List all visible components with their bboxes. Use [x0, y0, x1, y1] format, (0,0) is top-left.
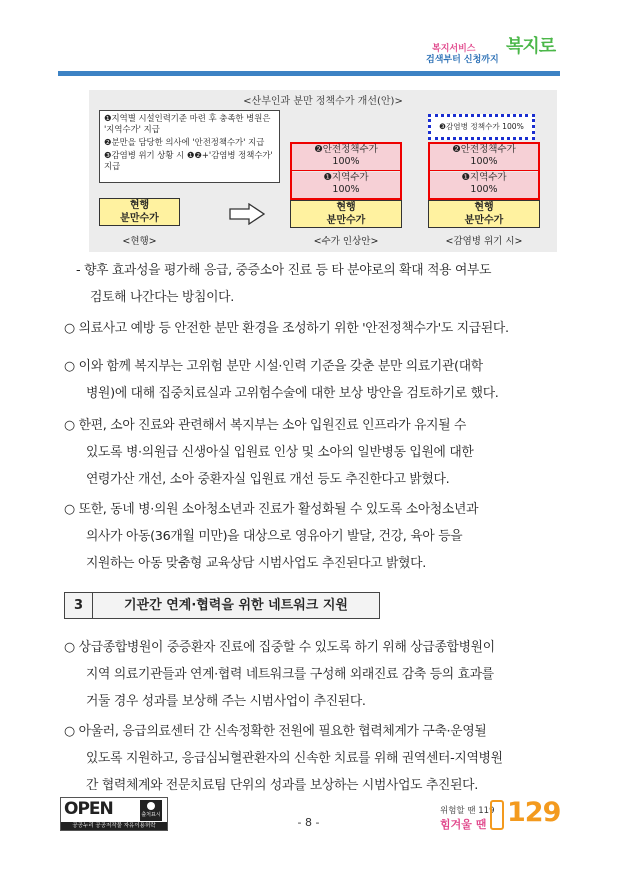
bullet-paragraph [64, 315, 564, 342]
bullet-paragraph [64, 718, 564, 799]
region-fee-cell [430, 172, 538, 198]
epidemic-base-box [428, 200, 540, 228]
header-tagline-1: 복지서비스 [432, 44, 476, 54]
text-line: ○ 이와 함께 복지부는 고위험 분만 시설·인력 기준을 갖춘 분만 의료기관(대학 [64, 359, 483, 374]
text-line: 지원하는 아동 맞춤형 교육상담 시범사업도 추진된다고 밝혔다. [86, 556, 426, 571]
text-line: 지역 의료기관들과 연계·협력 네트워크를 구성해 외래진료 감축 등의 효과를 [86, 667, 494, 682]
caption-epidemic: <감염병 위기 시> [445, 236, 523, 247]
caption-current: <현행> [122, 236, 157, 247]
dash-item [76, 257, 566, 311]
text-line: ○ 아울러, 응급의료센터 간 신속정확한 전원에 필요한 협력체계가 구축·운영될 [64, 724, 487, 739]
text-line: 있도록 병·의원급 신생아실 입원료 인상 및 소아의 일반병동 입원에 대한 [86, 445, 474, 460]
section-number: 3 [65, 593, 93, 618]
safety-fee-label: ❷안전정책수가 [314, 144, 378, 155]
phone-icon [490, 800, 504, 830]
safety-fee-cell [292, 144, 400, 171]
hotline-text-1: 위험할 땐 119 [440, 806, 495, 816]
open-word: OPEN [64, 799, 113, 819]
base-label: 현행 [474, 202, 494, 213]
text-line: 거둘 경우 성과를 보상해 주는 시범사업이 추진된다. [86, 694, 366, 709]
note-item: ❷분만을 담당한 의사에 '안전정책수가' 지급 [104, 137, 265, 147]
text-line: 연령가산 개선, 소아 중환자실 입원료 개선 등도 추진한다고 밝혔다. [86, 472, 450, 487]
bullet-paragraph [64, 634, 564, 715]
text-line: 검토해 나간다는 방침이다. [90, 290, 234, 305]
revised-base-box [290, 200, 402, 228]
safety-fee-pct: 100% [470, 156, 498, 167]
region-fee-label: ❶지역수가 [461, 172, 507, 183]
text-line: 병원)에 대해 집중치료실과 고위험수술에 대한 보상 방안을 검토하기로 했다. [86, 386, 499, 401]
badge-label: 출처표시 [141, 812, 161, 818]
base-label: 현행 [129, 200, 150, 211]
bullet-paragraph [64, 496, 564, 577]
region-fee-label: ❶지역수가 [323, 172, 369, 183]
text-line: ○ 한편, 소아 진료와 관련해서 복지부는 소아 입원진료 인프라가 유지될 수 [64, 418, 467, 433]
diagram-title: <산부인과 분만 정책수가 개선(안)> [243, 96, 403, 107]
page-number: - 8 - [297, 816, 320, 829]
text-line: - 향후 효과성을 평가해 응급, 중증소아 진료 등 타 분야로의 확대 적용 여부도 [76, 263, 492, 278]
region-fee-pct: 100% [470, 184, 498, 195]
note-item: ❶지역별 시설인력기준 마련 후 충족한 병원은 '지역수가' 지급 [104, 113, 271, 134]
safety-fee-cell [430, 144, 538, 171]
caption-revised: <수가 인상안> [313, 236, 379, 247]
safety-fee-pct: 100% [332, 156, 360, 167]
text-line: ○ 의료사고 예방 등 안전한 분만 환경을 조성하기 위한 '안전정책수가'도 지급된다. [64, 321, 509, 336]
bullet-paragraph [64, 353, 564, 407]
base-sub: 분만수가 [326, 215, 366, 226]
region-fee-pct: 100% [332, 184, 360, 195]
revised-red-box [290, 142, 402, 200]
epidemic-fee-box: ❸감염병 정책수가 100% [428, 114, 535, 140]
logo-accent: 로 [538, 36, 556, 57]
note-item: ❸감염병 위기 상황 시 ❶❷+'감염병 정책수가' 지급 [104, 150, 273, 171]
kogl-bar: 공공누리 공공저작물 자유이용허락 [61, 822, 167, 830]
section-heading [64, 592, 380, 619]
region-fee-cell [292, 172, 400, 198]
bullet-paragraph [64, 412, 564, 493]
text-line: 의사가 아동(36개월 미만)을 대상으로 영유아기 발달, 건강, 육아 등을 [86, 529, 463, 544]
text-line: ○ 상급종합병원이 중증환자 진료에 집중할 수 있도록 하기 위해 상급종합병원이 [64, 640, 495, 655]
header-rule [58, 71, 560, 76]
base-label: 현행 [336, 202, 356, 213]
base-sub: 분만수가 [120, 213, 159, 224]
right-arrow-icon [229, 203, 265, 225]
bokjiro-logo [506, 32, 555, 58]
policy-diagram [89, 90, 557, 252]
diagram-notes [99, 110, 280, 183]
current-base-box [99, 198, 180, 226]
text-line: 간 협력체계와 전문치료팀 단위의 성과를 보상하는 시범사업도 추진된다. [86, 778, 478, 793]
epidemic-red-box [428, 142, 540, 200]
logo-main: 복지 [506, 36, 539, 57]
safety-fee-label: ❷안전정책수가 [452, 144, 516, 155]
hotline-number: 129 [507, 797, 561, 828]
base-sub: 분만수가 [464, 215, 504, 226]
section-title: 기관간 연계·협력을 위한 네트워크 지원 [124, 598, 348, 613]
text-line: ○ 또한, 동네 병·의원 소아청소년과 진료가 활성화될 수 있도록 소아청소년과 [64, 502, 479, 517]
text-line: 있도록 지원하고, 응급심뇌혈관환자의 신속한 치료를 위해 권역센터-지역병원 [86, 751, 503, 766]
hotline-text-2: 힘겨울 땐 [440, 818, 487, 831]
header-tagline-2: 검색부터 신청까지 [426, 55, 499, 65]
